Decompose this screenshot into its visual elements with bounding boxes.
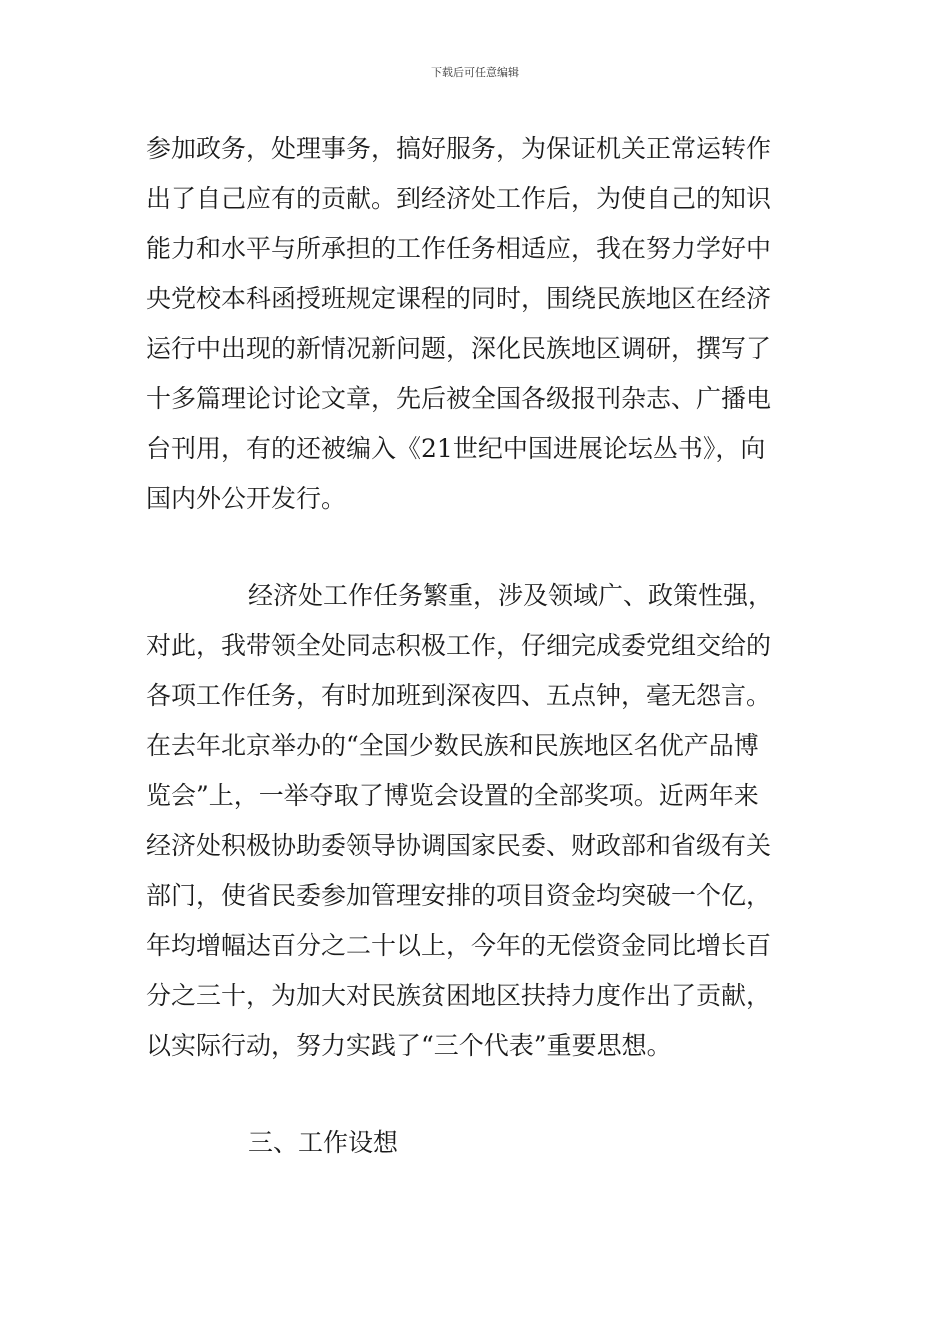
page-header: 下载后可任意编辑 xyxy=(431,66,519,79)
paragraph-2-line-10: 以实际行动，努力实践了“三个代表”重要思想。 xyxy=(146,1031,672,1060)
paragraph-1-line-7: 台刊用，有的还被编入《21世纪中国进展论坛丛书》，向 xyxy=(146,434,766,463)
paragraph-1-line-8: 国内外公开发行。 xyxy=(146,484,347,513)
paragraph-2-line-6: 经济处积极协助委领导协调国家民委、财政部和省级有关 xyxy=(146,831,772,860)
paragraph-1-line-1: 参加政务，处理事务，搞好服务，为保证机关正常运转作 xyxy=(146,134,772,163)
paragraph-1-line-5: 运行中出现的新情况新问题，深化民族地区调研，撰写了 xyxy=(146,334,772,363)
paragraph-1-line-2: 出了自己应有的贡献。到经济处工作后，为使自己的知识 xyxy=(146,184,772,213)
paragraph-2-line-2: 对此，我带领全处同志积极工作，仔细完成委党组交给的 xyxy=(146,631,772,660)
paragraph-2-line-1: 经济处工作任务繁重，涉及领域广、政策性强， xyxy=(248,581,774,610)
paragraph-2-line-8: 年均增幅达百分之二十以上，今年的无偿资金同比增长百 xyxy=(146,931,772,960)
paragraph-2-line-4: 在去年北京举办的“全国少数民族和民族地区名优产品博 xyxy=(146,731,759,760)
section-heading: 三、工作设想 xyxy=(248,1128,399,1157)
paragraph-2-line-7: 部门，使省民委参加管理安排的项目资金均突破一个亿， xyxy=(146,881,772,910)
paragraph-2-line-3: 各项工作任务，有时加班到深夜四、五点钟，毫无怨言。 xyxy=(146,681,772,710)
paragraph-1-line-4: 央党校本科函授班规定课程的同时，围绕民族地区在经济 xyxy=(146,284,772,313)
paragraph-1-line-6: 十多篇理论讨论文章，先后被全国各级报刊杂志、广播电 xyxy=(146,384,772,413)
paragraph-1-line-3: 能力和水平与所承担的工作任务相适应，我在努力学好中 xyxy=(146,234,772,263)
paragraph-2-line-9: 分之三十，为加大对民族贫困地区扶持力度作出了贡献， xyxy=(146,981,772,1010)
paragraph-2-line-5: 览会”上，一举夺取了博览会设置的全部奖项。近两年来 xyxy=(146,781,759,810)
